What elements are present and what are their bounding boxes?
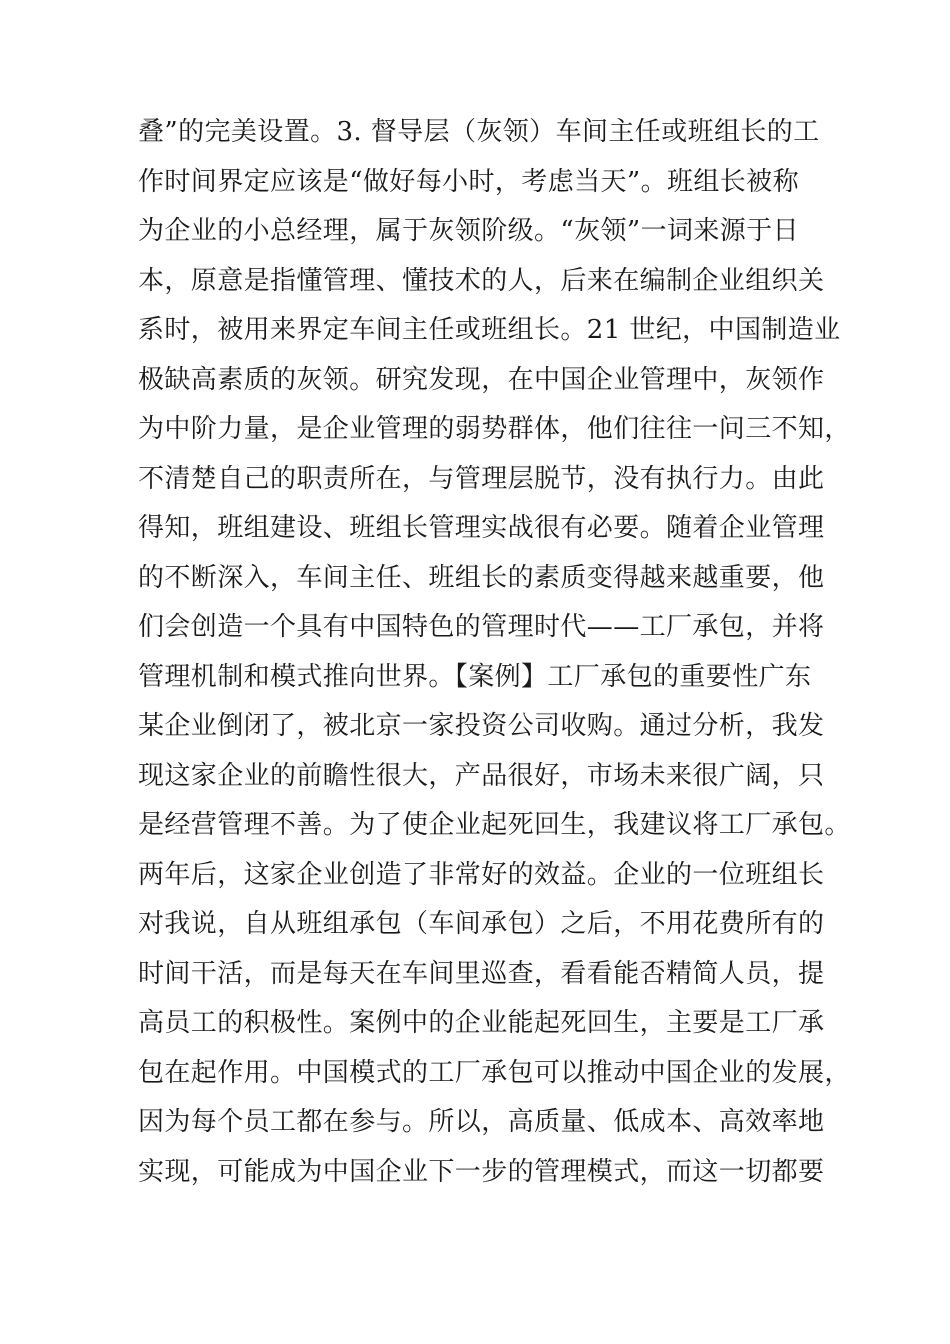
text-line-22: 实现，可能成为中国企业下一步的管理模式，而这一切都要 bbox=[138, 1156, 825, 1187]
text-line-20: 包在起作用。中国模式的工厂承包可以推动中国企业的发展， bbox=[138, 1057, 851, 1088]
body-text bbox=[138, 108, 851, 1197]
text-line-8: 不清楚自己的职责所在，与管理层脱节，没有执行力。由此 bbox=[138, 463, 825, 494]
text-line-17: 对我说，自从班组承包（车间承包）之后，不用花费所有的 bbox=[138, 909, 825, 939]
text-line-13: 某企业倒闭了，被北京一家投资公司收购。通过分析，我发 bbox=[138, 711, 825, 741]
text-line-2: 作时间界定应该是“做好每小时，考虑当天”。班组长被称 bbox=[138, 166, 799, 197]
text-line-5: 系时，被用来界定车间主任或班组长。21 世纪，中国制造业 bbox=[138, 315, 841, 345]
text-line-19: 高员工的积极性。案例中的企业能起死回生，主要是工厂承 bbox=[138, 1008, 825, 1038]
text-line-14: 现这家企业的前瞻性很大，产品很好，市场未来很广阔，只 bbox=[138, 760, 825, 791]
text-line-16: 两年后，这家企业创造了非常好的效益。企业的一位班组长 bbox=[138, 859, 825, 890]
text-line-21: 因为每个员工都在参与。所以，高质量、低成本、高效率地 bbox=[138, 1107, 825, 1137]
text-line-6: 极缺高素质的灰领。研究发现，在中国企业管理中，灰领作 bbox=[138, 364, 825, 395]
text-line-3: 为企业的小总经理，属于灰领阶级。“灰领”一词来源于日 bbox=[138, 216, 799, 246]
text-line-7: 为中阶力量，是企业管理的弱势群体，他们往往一问三不知， bbox=[138, 414, 851, 444]
text-line-18: 时间干活，而是每天在车间里巡查，看看能否精简人员，提 bbox=[138, 958, 825, 989]
text-line-15: 是经营管理不善。为了使企业起死回生，我建议将工厂承包。 bbox=[138, 810, 851, 840]
text-line-9: 得知，班组建设、班组长管理实战很有必要。随着企业管理 bbox=[138, 513, 825, 543]
text-line-12: 管理机制和模式推向世界。【案例】工厂承包的重要性广东 bbox=[138, 661, 812, 692]
text-line-4: 本，原意是指懂管理、懂技术的人，后来在编制企业组织关 bbox=[138, 265, 825, 296]
text-line-1: 叠”的完美设置。3. 督导层（灰领）车间主任或班组长的工 bbox=[138, 117, 820, 147]
text-line-10: 的不断深入，车间主任、班组长的素质变得越来越重要，他 bbox=[138, 562, 825, 593]
text-line-11: 们会创造一个具有中国特色的管理时代——工厂承包，并将 bbox=[138, 612, 825, 642]
